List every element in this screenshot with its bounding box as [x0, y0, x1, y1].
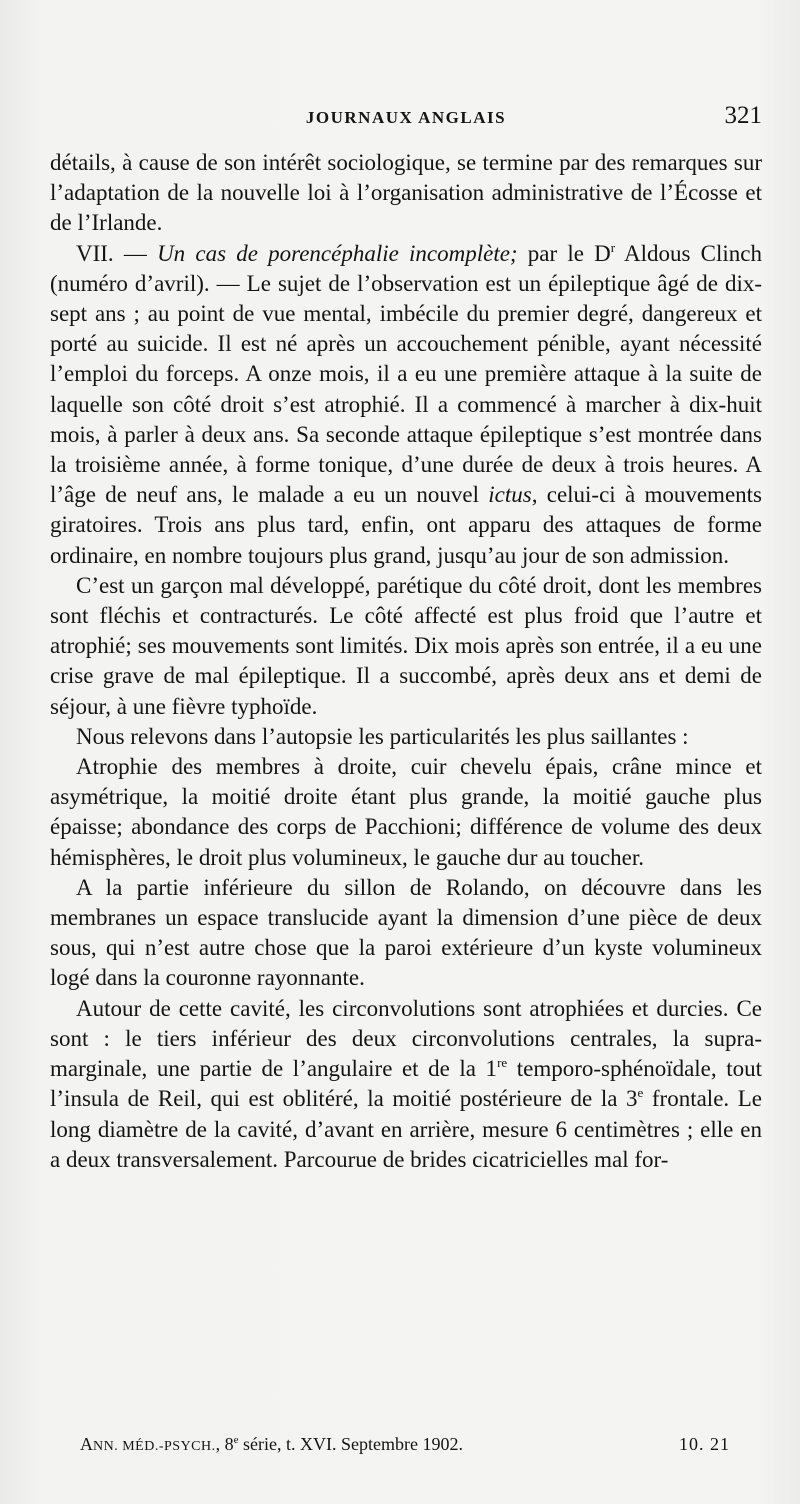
- journal-name: NN. MÉD.-PSYCH.: [93, 1439, 216, 1454]
- ordinal-superscript: e: [637, 1085, 644, 1101]
- section-number: VII. —: [76, 240, 158, 266]
- paragraph-continuation: détails, à cause de son intérêt sociologique, se termine par des remarques sur l’adaptation de la nouvelle loi à l’organisation administrative de l’Écosse et de l’Irlande.: [50, 150, 762, 236]
- series-details: série, t. XVI. Septembre 1902.: [238, 1434, 463, 1454]
- journal-initial: A: [80, 1434, 93, 1454]
- printer-signature: 10. 21: [679, 1434, 730, 1454]
- page-number: 321: [724, 102, 762, 129]
- ordinal-superscript: re: [497, 1055, 508, 1071]
- page-header: [50, 100, 762, 136]
- series-prefix: , 8: [215, 1434, 234, 1454]
- journal-citation: [80, 1434, 463, 1455]
- paragraph-text: Autour de cette cavité, les circonvolutions sont atrophiées et durcies. Ce sont : le tiers inférieur des deux circonvolutions centrales, la supra-marginale, une partie de l’angulaire et de la 1: [50, 995, 762, 1082]
- body-text: [50, 148, 762, 1175]
- article-title: Un cas de porencéphalie incomplète;: [157, 240, 518, 266]
- paragraph-atrophy: Atrophie des membres à droite, cuir chevelu épais, crâne mince et asymétrique, la moitié droite étant plus grande, la moitié gauche plus épaisse; abondance des corps de Pacchioni; différence de volume des deux hémisphères, le droit plus volumineux, le gauche dur au toucher.: [50, 754, 762, 870]
- page-footer: [80, 1434, 730, 1464]
- paragraph-rolando: A la partie inférieure du sillon de Rolando, on découvre dans les membranes un espace translucide ayant la dimension d’une pièce de deux sous, qui n’est autre chose que la paroi extérieure d’un kyste volumineux logé dans la couronne rayonnante.: [50, 874, 762, 991]
- paragraph-section-vii: [50, 239, 762, 571]
- series-superscript: e: [233, 1434, 239, 1446]
- paragraph-cavity: [50, 994, 762, 1175]
- ictus-term: ictus: [488, 482, 532, 508]
- paragraph-text-end: , celui-ci à mouvements giratoires. Trois ans plus tard, enfin, ont apparu des attaques de forme ordinaire, en nombre toujours plus grand, jusqu’au jour de son admission.: [50, 482, 762, 568]
- paragraph-text: temporo-sphénoïdale, tout l’insula de Reil, qui est oblitéré, la moitié postérieure de la 3: [50, 1056, 762, 1112]
- paragraph-text: frontale. Le long diamètre de la cavité, d’avant en arrière, mesure 6 centimètres ; elle en a deux transversalement. Parcourue de brides cicatricielles mal for-: [50, 1086, 762, 1172]
- paragraph-text: Aldous Clinch (numéro d’avril). — Le sujet de l’observation est un épileptique âgé de dix-sept ans ; au point de vue mental, imbécile du premier degré, dangereux et porté au suicide. Il est né après un accouchement pénible, ayant nécessité l’emploi du forceps. A onze mois, il a eu une première attaque à la suite de laquelle son côté droit s’est atrophié. Il a commencé à marcher à dix-huit mois, à parler à deux ans. Sa seconde attaque épileptique s’est montrée dans la troisième année, à forme tonique, d’une durée de deux à trois heures. A l’âge de neuf ans, le malade a eu un nouvel: [50, 240, 762, 508]
- paragraph-autopsy-intro: Nous relevons dans l’autopsie les particularités les plus saillantes :: [76, 723, 689, 749]
- running-head: JOURNAUX ANGLAIS: [305, 108, 507, 127]
- doctor-superscript: r: [610, 239, 616, 255]
- author-prefix: par le D: [517, 240, 611, 266]
- paragraph-patient-description: C’est un garçon mal développé, parétique du côté droit, dont les membres sont fléchis et contracturés. Le côté affecté est plus froid que l’autre et atrophié; ses mouvements sont limités. Dix mois après son entrée, il a eu une crise grave de mal épileptique. Il a succombé, après deux ans et demi de séjour, à une fièvre typhoïde.: [50, 572, 762, 719]
